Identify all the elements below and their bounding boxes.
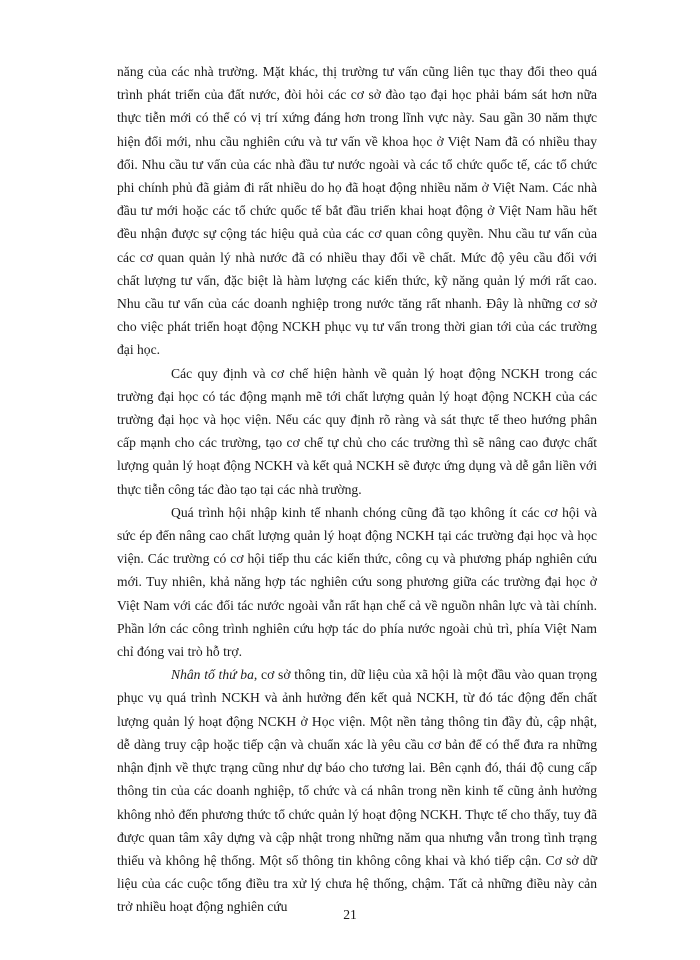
paragraph-4-lead: Nhân tố thứ ba: [171, 667, 254, 683]
paragraph-1: năng của các nhà trường. Mặt khác, thị trường tư vấn cũng liên tục thay đổi theo quá trình phát triển của đất nước, đòi hỏi các cơ sở đào tạo đại học phải bám sát hơn nữa thực tiễn mới có thể có vị trí xứng đáng hơn trong lĩnh vực này. Sau gần 30 năm thực hiện đổi mới, nhu cầu nghiên cứu và tư vấn về khoa học ở Việt Nam đã có nhiều thay đổi. Nhu cầu tư vấn của các nhà đầu tư nước ngoài và các tổ chức quốc tế, các tổ chức phi chính phủ đã giảm đi rất nhiều do họ đã hoạt động nhiều năm ở Việt Nam. Các nhà đầu tư mới hoặc các tổ chức quốc tế bắt đầu triển khai hoạt động ở Việt Nam hầu hết đều nhận được sự cộng tác hiệu quả của các cơ quan công quyền. Nhu cầu tư vấn của các cơ quan quản lý nhà nước đã có nhiều thay đổi về chất. Mức độ yêu cầu đối với chất lượng tư vấn, đặc biệt là hàm lượng các kiến thức, kỹ năng quản lý mới rất cao. Nhu cầu tư vấn của các doanh nghiệp trong nước tăng rất nhanh. Đây là những cơ sở cho việc phát triển hoạt động NCKH phục vụ tư vấn trong thời gian tới của các trường đại học.: [117, 64, 597, 358]
paragraph-2: Các quy định và cơ chế hiện hành về quản lý hoạt động NCKH trong các trường đại học có tác động mạnh mẽ tới chất lượng quản lý hoạt động NCKH của các trường đại học và học viện. Nếu các quy định rõ ràng và sát thực tế theo hướng phân cấp mạnh cho các trường, tạo cơ chế tự chủ cho các trường thì sẽ nâng cao được chất lượng quản lý hoạt động NCKH và kết quả NCKH sẽ được ứng dụng và dễ gắn liền với thực tiễn công tác đào tạo tại các nhà trường.: [117, 365, 597, 497]
paragraph-4: [117, 663, 597, 918]
page-number: 21: [343, 907, 357, 922]
paragraph-3: Quá trình hội nhập kinh tế nhanh chóng cũng đã tạo không ít các cơ hội và sức ép đến nâng cao chất lượng quản lý hoạt động NCKH tại các trường đại học và học viện. Các trường có cơ hội tiếp thu các kiến thức, công cụ và phương pháp nghiên cứu mới. Tuy nhiên, khả năng hợp tác nghiên cứu song phương giữa các trường đại học ở Việt Nam với các đối tác nước ngoài vẫn rất hạn chế cả về nguồn nhân lực và tài chính. Phần lớn các công trình nghiên cứu hợp tác do phía nước ngoài chủ trì, phía Việt Nam chỉ đóng vai trò hỗ trợ.: [117, 504, 597, 660]
paragraph-4-text: , cơ sở thông tin, dữ liệu của xã hội là một đầu vào quan trọng phục vụ quá trình NCKH và ảnh hưởng đến kết quả NCKH, từ đó tác động đến chất lượng quản lý hoạt động NCKH ở Học viện. Một nền tảng thông tin đầy đủ, cập nhật, dễ dàng truy cập hoặc tiếp cận và chuẩn xác là yêu cầu cơ bản để có thể đưa ra những nhận định về thực trạng cũng như dự báo cho tương lai. Bên cạnh đó, thái độ cung cấp thông tin của các doanh nghiệp, tổ chức và cá nhân trong nền kinh tế cũng ảnh hưởng không nhỏ đến phương thức tổ chức quản lý hoạt động NCKH. Thực tế cho thấy, tuy đã được quan tâm xây dựng và cập nhật trong những năm qua nhưng vẫn trong tình trạng thiếu và không hệ thống. Một số thông tin không công khai và khó tiếp cận. Cơ sở dữ liệu của các cuộc tổng điều tra xử lý chưa hệ thống, chậm. Tất cả những điều này cản trở nhiều hoạt động nghiên cứu: [117, 667, 598, 915]
